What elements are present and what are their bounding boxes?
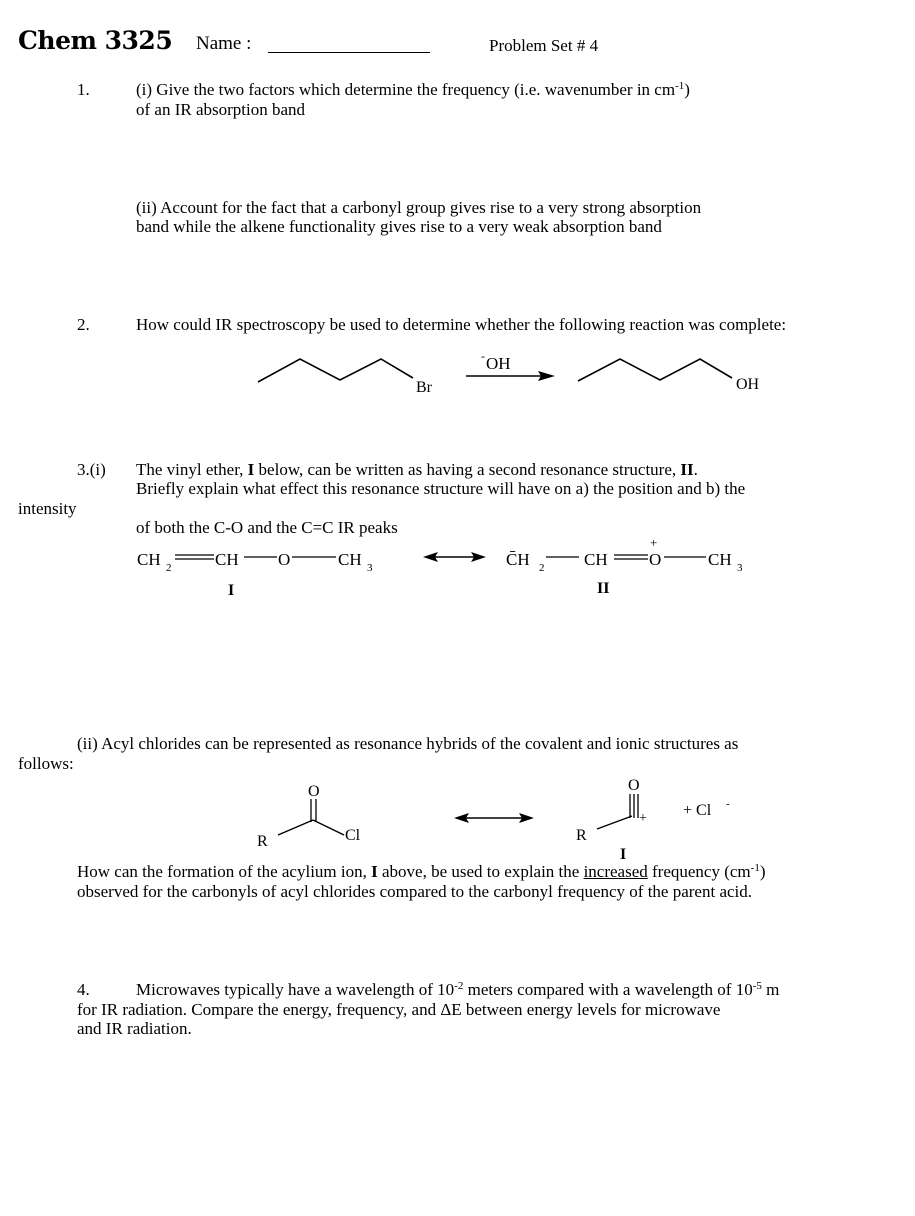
q3-part-ii-question-line1: How can the formation of the acylium ion, I above, be used to explain the increased frequency $(cm^{-1})$ xyxy=(77,862,766,881)
svg-text:I: I xyxy=(228,582,235,599)
svg-text:O: O xyxy=(278,550,291,569)
q3-line3: intensity xyxy=(18,499,77,518)
svg-text:2: 2 xyxy=(166,562,172,574)
reactant-br-label: Br xyxy=(416,379,432,396)
q3-number: 3.(i) xyxy=(77,460,106,479)
q4-number: 4. xyxy=(77,980,90,999)
acyl-chloride-covalent xyxy=(257,783,361,850)
svg-text:CH: CH xyxy=(708,550,732,569)
svg-text:R: R xyxy=(257,833,268,850)
q1-part-i-line2: of an IR absorption band xyxy=(136,100,306,119)
svg-text:R: R xyxy=(576,827,587,844)
q3-part-ii-line2: follows: xyxy=(18,754,74,773)
q1-number: 1. xyxy=(77,80,90,99)
q2-text: How could IR spectroscopy be used to determine whether the following reaction was complete: xyxy=(136,315,787,334)
q3-line2: Briefly explain what effect this resonance structure will have on a) the position and b) the xyxy=(136,479,746,498)
svg-text:-: - xyxy=(726,798,730,810)
svg-text:II: II xyxy=(597,580,610,597)
q3-line4: of both the C-O and the C=C IR peaks xyxy=(136,518,398,537)
svg-text:O: O xyxy=(308,783,320,800)
svg-text:+: + xyxy=(650,535,658,550)
svg-text:I: I xyxy=(620,846,627,863)
q4-line1: Microwaves typically have a wavelength of $10^{-2}$ meters compared with a wavelength of $10^{-5}$ m xyxy=(136,980,780,999)
problem-set-title: Problem Set # 4 xyxy=(489,36,599,55)
svg-text:CH: CH xyxy=(584,550,608,569)
svg-text:+ Cl: + Cl xyxy=(683,802,712,819)
q3-part-ii-line1: (ii) Acyl chlorides can be represented as resonance hybrids of the covalent and ionic structures as xyxy=(77,734,739,753)
svg-text:3: 3 xyxy=(367,562,373,574)
svg-text:3: 3 xyxy=(737,562,743,574)
svg-text:2: 2 xyxy=(539,562,545,574)
q1-part-ii-line2: band while the alkene functionality gives rise to a very weak absorption band xyxy=(136,217,662,236)
svg-text:CH: CH xyxy=(215,550,239,569)
q1-part-ii-line1: (ii) Account for the fact that a carbonyl group gives rise to a very strong absorption xyxy=(136,198,702,217)
reagent-label: OH xyxy=(486,354,511,373)
svg-text:CH: CH xyxy=(338,550,362,569)
name-label: Name : xyxy=(196,33,252,54)
course-title: Chem 3325 xyxy=(18,26,173,55)
svg-text:+: + xyxy=(639,811,647,826)
svg-text:Cl: Cl xyxy=(345,827,361,844)
acylium-ion xyxy=(576,777,730,863)
svg-text:C̄H: C̄H xyxy=(506,550,530,569)
svg-text:O: O xyxy=(628,777,640,794)
q1-part-i-line1: (i) Give the two factors which determine the frequency (i.e. wavenumber in $cm^{-1}$) xyxy=(136,80,690,99)
reagent-charge: - xyxy=(481,349,485,363)
svg-text:O: O xyxy=(649,550,662,569)
acyl-resonance-arrow xyxy=(454,813,534,823)
q2-number: 2. xyxy=(77,315,90,334)
q3-line1: The vinyl ether, I below, can be written as having a second resonance structure, II. xyxy=(136,460,698,479)
q3-part-ii-question-line2: observed for the carbonyls of acyl chlorides compared to the carbonyl frequency of the parent acid. xyxy=(77,882,753,901)
q4-line2: for IR radiation. Compare the energy, frequency, and ΔE between energy levels for microwave xyxy=(77,1000,721,1019)
product-oh-label: OH xyxy=(736,376,760,393)
q4-line3: and IR radiation. xyxy=(77,1019,192,1038)
svg-text:CH: CH xyxy=(137,550,161,569)
